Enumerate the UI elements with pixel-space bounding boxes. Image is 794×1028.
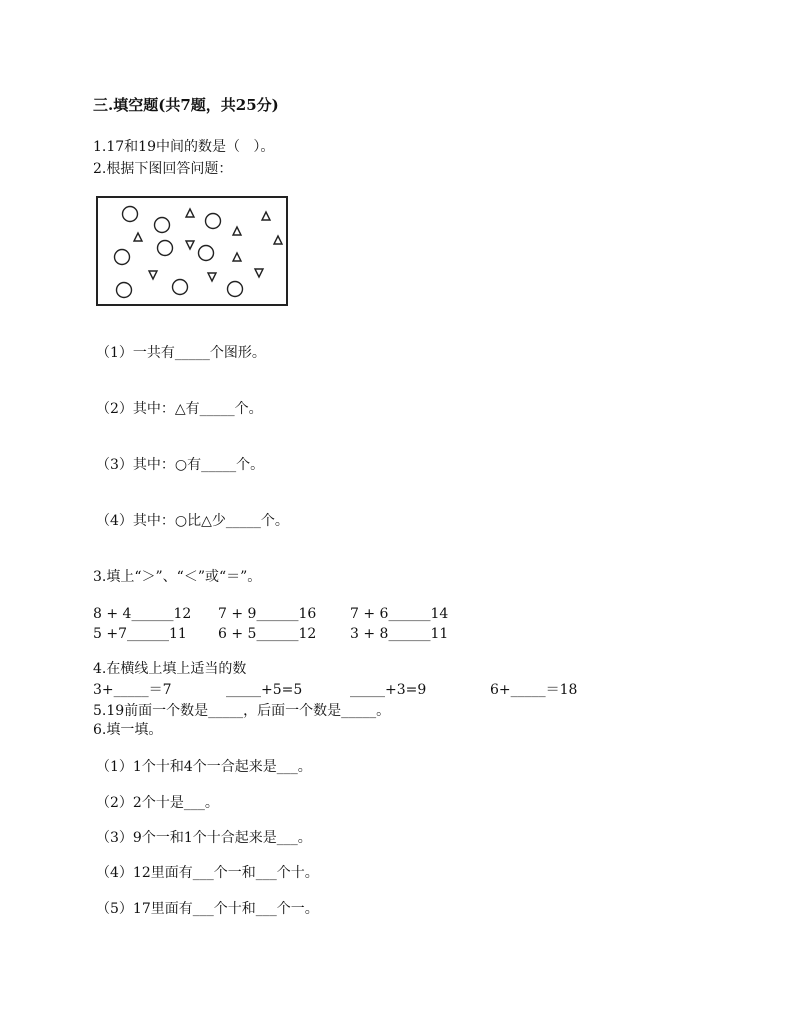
section-title: 三.填空题(共7题，共25分)	[93, 96, 279, 114]
question-6-sub-4: （4）12里面有___个一和___个十。	[96, 865, 319, 881]
circle-shape	[199, 246, 214, 261]
question-6-sub-1: （1）1个十和4个一合起来是___。	[96, 759, 312, 775]
question-2-sub-2: （2）其中：△有_____个。	[96, 401, 263, 417]
triangle-shape	[262, 212, 270, 220]
fill-number-item: _____+5=5	[226, 682, 303, 698]
compare-item: 7 + 9______16	[218, 606, 317, 622]
triangle-shape	[255, 269, 263, 277]
triangle-shape	[233, 253, 241, 261]
question-3-prompt: 3.填上“＞”、“＜”或“＝”。	[93, 569, 262, 585]
compare-item: 6 + 5______12	[218, 626, 317, 642]
question-6-sub-5: （5）17里面有___个十和___个一。	[96, 901, 319, 917]
question-6-sub-3: （3）9个一和1个十合起来是___。	[96, 830, 312, 846]
question-5: 5.19前面一个数是_____，后面一个数是_____。	[93, 703, 391, 719]
triangle-shape	[274, 236, 282, 244]
triangle-shape	[208, 273, 216, 281]
circle-shape	[228, 282, 243, 297]
circle-shape	[115, 250, 130, 265]
triangle-shape	[233, 227, 241, 235]
circle-shape	[123, 207, 138, 222]
circle-shape	[155, 218, 170, 233]
question-2-prompt: 2.根据下图回答问题：	[93, 161, 233, 177]
circle-shape	[117, 283, 132, 298]
question-6-prompt: 6.填一填。	[93, 722, 163, 738]
compare-item: 3 + 8______11	[350, 626, 449, 642]
question-6-sub-2: （2）2个十是___。	[96, 795, 219, 811]
question-2-sub-4: （4）其中：○比△少_____个。	[96, 513, 289, 529]
fill-number-item: 3+_____＝7	[93, 682, 172, 698]
shapes-figure	[96, 196, 288, 306]
triangle-shape	[134, 233, 142, 241]
fill-number-item: 6+_____＝18	[490, 682, 578, 698]
question-2-sub-1: （1）一共有_____个图形。	[96, 345, 266, 361]
triangle-shape	[186, 241, 194, 249]
circle-shape	[158, 241, 173, 256]
compare-item: 5 +7______11	[93, 626, 187, 642]
compare-item: 8 + 4______12	[93, 606, 192, 622]
circle-shape	[206, 214, 221, 229]
question-4-prompt: 4.在横线上填上适当的数	[93, 661, 247, 677]
triangle-shape	[149, 271, 157, 279]
question-1: 1.17和19中间的数是（ ）。	[93, 139, 275, 155]
compare-item: 7 + 6______14	[350, 606, 449, 622]
circle-shape	[173, 280, 188, 295]
triangle-shape	[186, 209, 194, 217]
fill-number-item: _____+3=9	[350, 682, 427, 698]
question-2-sub-3: （3）其中：○有_____个。	[96, 457, 265, 473]
